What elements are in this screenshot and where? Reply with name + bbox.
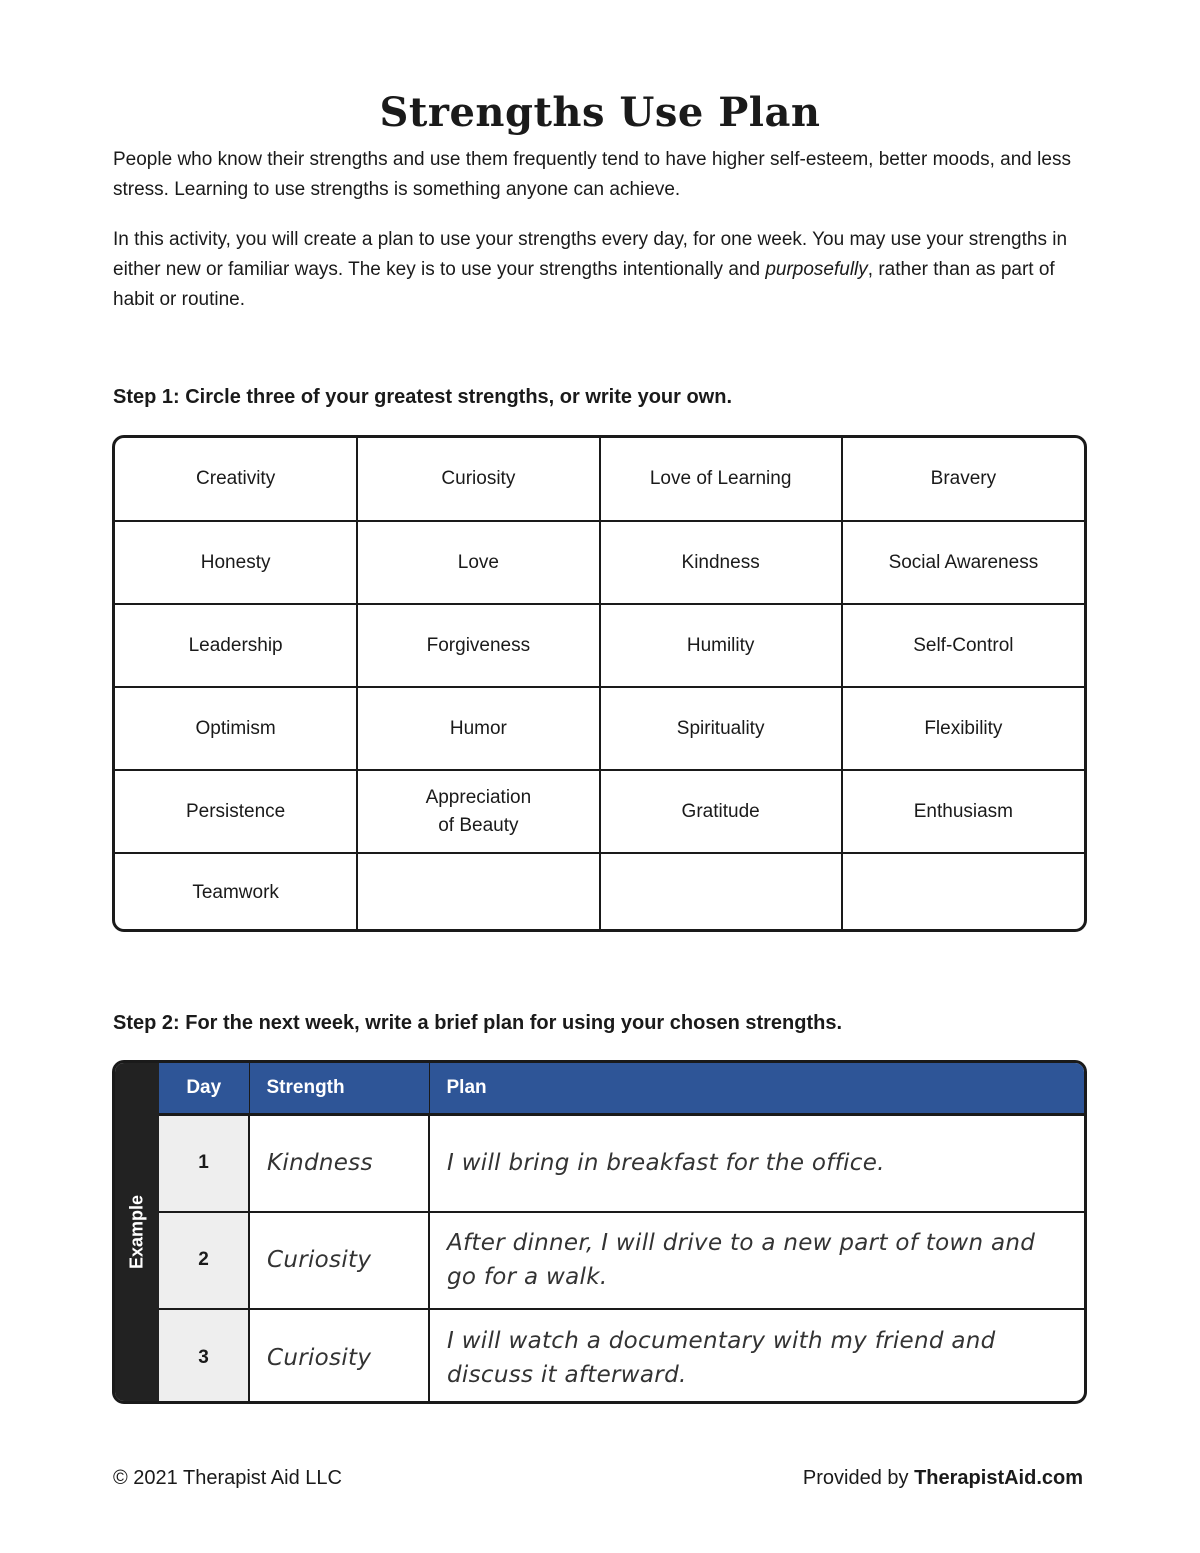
- footer-provided-by: [803, 1467, 1083, 1490]
- intro-text-end: , rather than as part of habit or routine.: [113, 259, 1055, 310]
- footer-provided-text: Provided by: [802, 1467, 915, 1489]
- strength-label: Humility: [686, 634, 755, 656]
- intro-paragraph-1: People who know their strengths and use them frequently tend to have higher self-esteem, better moods, and less stress. Learning to use strengths is something anyone can achieve.: [113, 149, 1071, 200]
- strength-cell[interactable]: [600, 438, 842, 521]
- strength-label: Love: [457, 551, 499, 573]
- strength-label: Kindness: [681, 551, 760, 573]
- strength-label: Humor: [449, 717, 507, 739]
- example-label-text: Example: [126, 1194, 147, 1270]
- strength-cell[interactable]: [842, 438, 1084, 521]
- step2-heading: Step 2: For the next week, write a brief plan for using your chosen strengths.: [113, 1012, 843, 1034]
- strength-cell[interactable]: [842, 521, 1084, 604]
- intro-emphasis: purposefully: [765, 259, 868, 280]
- plan-row: [159, 1115, 1084, 1212]
- strengths-row: [115, 687, 1084, 770]
- strength-cell[interactable]: [115, 604, 357, 687]
- footer-brand-link[interactable]: TherapistAid.com: [914, 1467, 1083, 1489]
- day-cell: 2: [159, 1212, 249, 1309]
- footer-copyright: © 2021 Therapist Aid LLC: [113, 1467, 342, 1489]
- day-cell: 1: [159, 1115, 249, 1212]
- strengths-row: [115, 521, 1084, 604]
- day-cell: 3: [159, 1309, 249, 1405]
- strength-label: Appreciation: [425, 786, 532, 808]
- strength-cell[interactable]: [357, 853, 599, 932]
- column-header-strength: Strength: [249, 1063, 429, 1115]
- strength-cell[interactable]: [357, 687, 599, 770]
- strength-cell[interactable]: [115, 770, 357, 853]
- strengths-row: [115, 438, 1084, 521]
- strength-cell[interactable]: [115, 521, 357, 604]
- strength-label: Spirituality: [676, 717, 765, 739]
- strength-label: Curiosity: [441, 468, 516, 489]
- strength-cell[interactable]: [357, 521, 599, 604]
- strength-cell[interactable]: [357, 438, 599, 521]
- strength-label: Enthusiasm: [913, 800, 1014, 822]
- strength-label: Creativity: [196, 468, 276, 489]
- strength-cell[interactable]: [357, 770, 599, 853]
- strength-cell[interactable]: [600, 687, 842, 770]
- strength-label: Love of Learning: [649, 468, 792, 489]
- strengths-table: [115, 438, 1084, 932]
- strength-cell[interactable]: [115, 438, 357, 521]
- strength-label: Self-Control: [913, 634, 1014, 656]
- plan-entry[interactable]: I will watch a documentary with my friend and discuss it afterward.: [447, 1327, 996, 1388]
- strength-cell[interactable]: [600, 853, 842, 932]
- strength-entry[interactable]: Curiosity: [249, 1309, 429, 1405]
- page-title: Strengths Use Plan: [379, 88, 821, 136]
- plan-entry[interactable]: After dinner, I will drive to a new part of town and go for a walk.: [429, 1212, 1084, 1309]
- strengths-row: [115, 604, 1084, 687]
- column-header-plan: Plan: [429, 1063, 1084, 1115]
- plan-table: [159, 1063, 1084, 1404]
- strength-label: Persistence: [185, 800, 286, 822]
- strength-label: Social Awareness: [888, 551, 1039, 573]
- strength-label: Teamwork: [192, 882, 279, 903]
- example-plan-table: [112, 1060, 1087, 1404]
- strength-cell[interactable]: [842, 604, 1084, 687]
- strength-label: Gratitude: [681, 800, 760, 822]
- example-side-label: [115, 1063, 159, 1401]
- strength-label: Leadership: [188, 634, 283, 656]
- strength-cell[interactable]: [842, 853, 1084, 932]
- strength-cell[interactable]: [115, 687, 357, 770]
- plan-entry[interactable]: I will bring in breakfast for the office.: [429, 1115, 1084, 1212]
- strength-label: Flexibility: [924, 717, 1003, 739]
- column-header-day: Day: [159, 1063, 249, 1115]
- strength-label: Forgiveness: [426, 634, 531, 656]
- strength-entry[interactable]: Kindness: [249, 1115, 429, 1212]
- strengths-row: [115, 853, 1084, 932]
- strength-cell[interactable]: [842, 687, 1084, 770]
- strength-label: Bravery: [930, 468, 997, 489]
- step1-heading: Step 1: Circle three of your greatest strengths, or write your own.: [113, 386, 733, 408]
- strength-cell[interactable]: [600, 521, 842, 604]
- strength-cell[interactable]: [600, 770, 842, 853]
- plan-row: [159, 1309, 1084, 1405]
- strength-label: Honesty: [200, 551, 271, 573]
- strength-cell[interactable]: [600, 604, 842, 687]
- strength-entry[interactable]: Curiosity: [249, 1212, 429, 1309]
- strength-cell[interactable]: [115, 853, 357, 932]
- intro-text-start: In this activity, you will create a plan to use your strengths every day, for one week. You may use your strengths in either new or familiar ways. The key is to use your strengths intentionally and: [113, 229, 1068, 280]
- strengths-grid: [112, 435, 1087, 932]
- plan-row: [159, 1212, 1084, 1309]
- strength-cell[interactable]: [842, 770, 1084, 853]
- strengths-row: [115, 770, 1084, 853]
- strength-label: of Beauty: [438, 814, 519, 836]
- strength-cell[interactable]: [357, 604, 599, 687]
- strength-label: Optimism: [195, 717, 276, 739]
- intro-paragraph-2: [113, 225, 1088, 315]
